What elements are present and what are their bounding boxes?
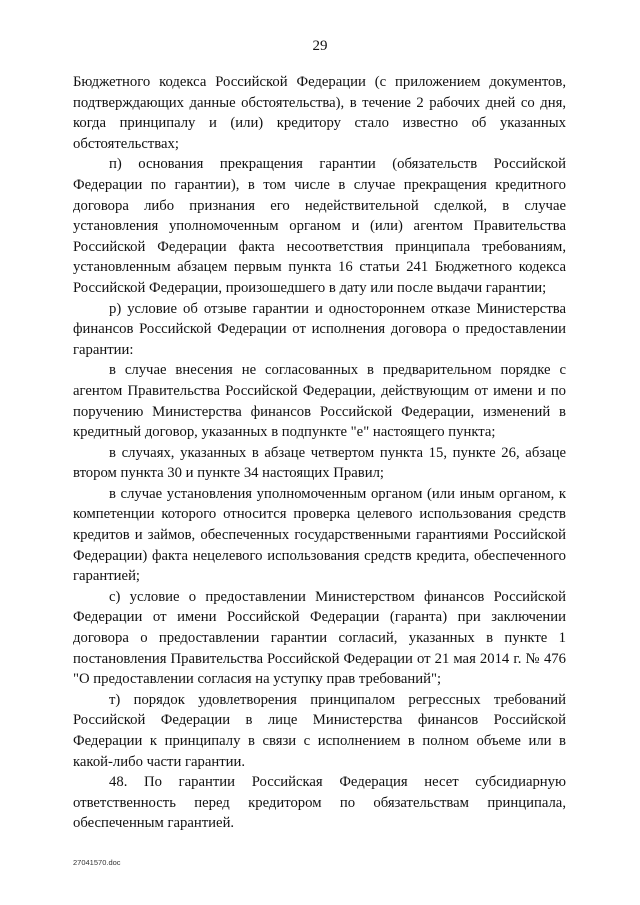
paragraph-case-misuse: в случае установления уполномоченным органом (или иным органом, к компетенции которого относится проверка целевого использования средств кредитов и займов, обеспеченных государственными гарантиями Российской Федерации) факта нецелевого использования средств кредита, обеспеченного гарантией; xyxy=(73,485,566,585)
document-body xyxy=(73,72,566,834)
paragraph-subitem-t: т) порядок удовлетворения принципалом регрессных требований Российской Федерации в лице Министерства финансов Российской Федерации к принципалу в связи с исполнением в полном объеме или в какой-либо части гарантии. xyxy=(73,691,566,770)
paragraph-case-amendments: в случае внесения не согласованных в предварительном порядке с агентом Правительства Российской Федерации, действующим от имени и по поручению Министерства финансов Российской Федерации, изменений в кредитный договор, указанных в подпункте "е" настоящего пункта; xyxy=(73,362,566,441)
paragraph-subitem-s: с) условие о предоставлении Министерством финансов Российской Федерации от имени Российской Федерации (гаранта) при заключении договора о предоставлении гарантии согласий, указанных в пункте 1 постановления Правительства Российской Федерации от 21 мая 2014 г. № 476 "О предоставлении согласия на уступку прав требований"; xyxy=(73,588,566,688)
paragraph-subitem-p: п) основания прекращения гарантии (обязательств Российской Федерации по гарантии), в том числе в случае прекращения кредитного договора либо признания его недействительной сделкой, в случае установления уполномоченным органом и (или) агентом Правительства Российской Федерации факта несоответствия принципала требованиям, установленным абзацем первым пункта 16 статьи 241 Бюджетного кодекса Российской Федерации, произошедшего в дату или после выдачи гарантии; xyxy=(73,156,566,296)
paragraph-subitem-r: р) условие об отзыве гарантии и одностороннем отказе Министерства финансов Российской Федерации от исполнения договора о предоставлении гарантии: xyxy=(73,300,566,358)
paragraph-item-48: 48. По гарантии Российская Федерация несет субсидиарную ответственность перед кредитором по обязательствам принципала, обеспеченным гарантией. xyxy=(73,774,566,832)
paragraph-continuation: Бюджетного кодекса Российской Федерации (с приложением документов, подтверждающих данные обстоятельства), в течение 2 рабочих дней со дня, когда принципалу и (или) кредитору стало известно об указанных обстоятельствах; xyxy=(73,74,566,152)
footer-file-name: 27041570.doc xyxy=(73,858,121,867)
page-number: 29 xyxy=(312,38,328,54)
paragraph-case-references: в случаях, указанных в абзаце четвертом пункта 15, пункте 26, абзаце втором пункта 30 и пункте 34 настоящих Правил; xyxy=(73,444,566,482)
